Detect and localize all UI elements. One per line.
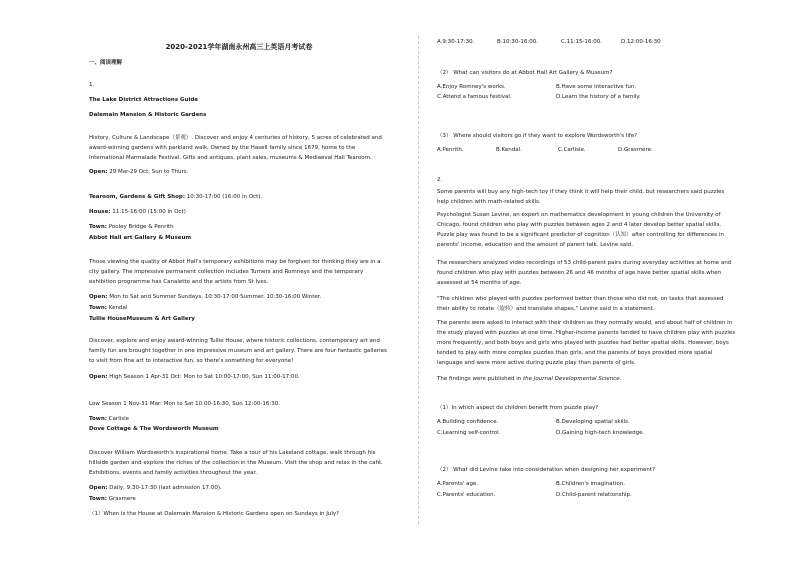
tearoom-label: Tearoom, Gardens & Gift Shop:	[89, 194, 186, 200]
tearoom-value: 10:30-17:00 (16:00 in Oct).	[185, 194, 263, 200]
answer-options	[437, 419, 737, 439]
answer-option[interactable]: D.12:00-16:30	[621, 39, 661, 45]
question-text: （2） What did Levine take into consideration when designing her experiment?	[437, 467, 655, 473]
attraction-town	[89, 222, 389, 232]
findings-suffix: .	[619, 376, 622, 382]
answer-option[interactable]: B.10:30-16:00.	[497, 39, 538, 45]
attraction-town	[89, 414, 389, 424]
house-value: 11:15-16:00 (15:00 in Oct)	[110, 209, 186, 215]
answer-options	[437, 84, 737, 104]
attraction-town	[89, 303, 389, 313]
open-label: Open:	[89, 374, 108, 380]
answer-option[interactable]: D.Child-parent relationship.	[556, 492, 632, 498]
answer-option[interactable]: A.Penrith.	[437, 147, 464, 153]
answer-option[interactable]: A.9:30-17:30.	[437, 39, 475, 45]
attraction-name: Tullie HouseMuseum & Art Gallery	[89, 316, 195, 322]
tearoom-times	[89, 192, 389, 202]
answer-option[interactable]: A.Enjoy Romney's works.	[437, 84, 506, 90]
attraction-name: Dove Cottage & The Wordsworth Museum	[89, 426, 219, 432]
open-value: 29 Mar-29 Oct, Sun to Thurs.	[107, 169, 189, 175]
passage-paragraph: "The children who played with puzzles performed better than those who did not, on tasks that assessed their ability to rotate（旋转）and translate shapes," Levine said in a statement.	[437, 296, 724, 312]
answer-option[interactable]: D.Gaining high-tech knowledge.	[556, 430, 645, 436]
attraction-description: Discover William Wordsworth's inspirational home. Take a tour of his Lakeland cottage, walk through his hillside garden and explore the riches of the collection in the Museum. Visit the shop and relax in the café. Exhibitions, events and family activities throughout the year.	[89, 450, 383, 476]
house-times	[89, 207, 389, 217]
passage-paragraph	[437, 374, 737, 384]
question-number: 2.	[437, 177, 443, 183]
answer-option[interactable]: A.Building confidence.	[437, 419, 499, 425]
passage-paragraph: Psychologist Susan Levine, an expert on mathematics development in young children the University of Chicago, found children who play with puzzles between ages 2 and 4 later develop better spatial skills. Puzzle play was found to be a significant predictor of cognition（认知）after controlling for differences in parents' income, education and the amount of parent talk, Levine said.	[437, 212, 724, 248]
exam-title: 2020-2021学年湖南永州高三上英语月考试卷	[165, 43, 313, 51]
opening-times	[89, 372, 389, 382]
attraction-name: Abbot Hall art Gallery & Museum	[89, 235, 192, 241]
opening-times	[89, 483, 389, 493]
town-label: Town:	[89, 224, 107, 230]
answer-options	[437, 147, 737, 157]
guide-title: The Lake District Attractions Guide	[89, 97, 199, 103]
question-text: （1）In which aspect do children benefit from puzzle play?	[437, 405, 599, 411]
answer-option[interactable]: C.Attend a famous festival.	[437, 94, 512, 100]
answer-option[interactable]: D.Grasmere.	[618, 147, 653, 153]
town-label: Town:	[89, 496, 107, 502]
low-season-times: Low Season 1 Nov-31 Mar: Mon to Sat 10:00-16:30, Sun 12:00-16:30.	[89, 401, 280, 407]
answer-option[interactable]: B.Developing spatial skills.	[556, 419, 630, 425]
attraction-description: Those viewing the quality of Abbot Hall's temporary exhibitions may be forgiven for thinking they are in a city gallery. The impressive permanent collection includes Turners and Romneys and the temporary exhibition programme has Canaletto and the artists from St Ives.	[89, 259, 381, 285]
answer-option[interactable]: B.Have some interactive fun.	[556, 84, 637, 90]
passage-paragraph: The researchers analyzed video recordings of 53 child-parent pairs during everyday activities at home and found children who play with puzzles between 26 and 46 months of age have better spatial skills when assessed at 54 months of age.	[437, 260, 732, 286]
open-label: Open:	[89, 169, 108, 175]
town-value: Kendal	[107, 305, 128, 311]
question-number: 1.	[89, 82, 95, 88]
answer-option[interactable]: C.Parents' education.	[437, 492, 496, 498]
answer-options	[437, 481, 737, 501]
question-text: （1）When is the House at Dalemain Mansion & Historic Gardens open on Sundays in July?	[89, 511, 340, 517]
town-label: Town:	[89, 416, 107, 422]
answer-option[interactable]: B.Children's imagination.	[556, 481, 625, 487]
opening-times	[89, 292, 389, 302]
open-value: Mon to Sat and Summer Sundays. 10:30-17:00 Summer. 10:30-16:00 Winter.	[107, 294, 322, 300]
answer-option[interactable]: C.Carlisle.	[558, 147, 586, 153]
section-heading: 一、阅读理解	[89, 60, 123, 66]
town-label: Town:	[89, 305, 107, 311]
answer-option[interactable]: C.Learning self-control.	[437, 430, 501, 436]
town-value: Grasmere	[107, 496, 136, 502]
open-value: High Season 1 Apr-31 Oct: Mon to Sat 10:00-17:00, Sun 11:00-17:00.	[107, 374, 300, 380]
open-value: Daily, 9:30-17:30 (last admission 17:00).	[107, 485, 222, 491]
passage-paragraph: Some parents will buy any high-tech toy if they think it will help their child, but researchers said puzzles help children with math-related skills.	[437, 189, 725, 205]
answer-option[interactable]: C.11:15-16:00.	[561, 39, 603, 45]
answer-options	[437, 39, 737, 49]
attraction-town	[89, 494, 389, 504]
answer-option[interactable]: A.Parents' age.	[437, 481, 479, 487]
open-label: Open:	[89, 294, 108, 300]
attraction-name: Dalemain Mansion & Historic Gardens	[89, 112, 207, 118]
attraction-description: Discover, explore and enjoy award-winning Tullie House, where historic collections, contemporary art and family fun are brought together in one impressive museum and art gallery. There are four fantastic galleries to visit from fine art to interactive fun, so there's something for everyone!	[89, 338, 387, 364]
answer-option[interactable]: B.Kendal.	[496, 147, 522, 153]
opening-times	[89, 167, 389, 177]
town-value: Pooley Bridge & Penrith	[107, 224, 174, 230]
attraction-description: History, Culture & Landscape（景观）. Discover and enjoy 4 centuries of history, 5 acres of celebrated and award-winning gardens with parkland walk. Owned by the Hasell family since 1679, home to the International Marmalade Festival. Gifts and antiques, plant sales, museums & Mediaeval Hall Tearoom.	[89, 135, 382, 161]
open-label: Open:	[89, 485, 108, 491]
passage-paragraph: The parents were asked to interact with their children as they normally would, and about half of children in the study played with puzzles at one time. Higher-income parents tended to have children play with puzzles more frequently, and both boys and girls who played with puzzles had better spatial skills. However, boys tended to play with more complex puzzles than girls, and the parents of boys provided more spatial language and were more active during puzzle play than parents of girls.	[437, 320, 736, 366]
findings-prefix: The findings were published in	[437, 376, 523, 382]
answer-option[interactable]: D.Learn the history of a family.	[556, 94, 641, 100]
question-text: （2） What can visitors do at Abbot Hall Art Gallery & Museum?	[437, 70, 613, 76]
page-fold-divider	[418, 36, 419, 524]
journal-name: the Journal Developmental Science	[522, 376, 620, 382]
town-value: Carlisle	[107, 416, 130, 422]
question-text: （3） Where should visitors go if they want to explore Wordsworth's life?	[437, 133, 638, 139]
house-label: House:	[89, 209, 111, 215]
